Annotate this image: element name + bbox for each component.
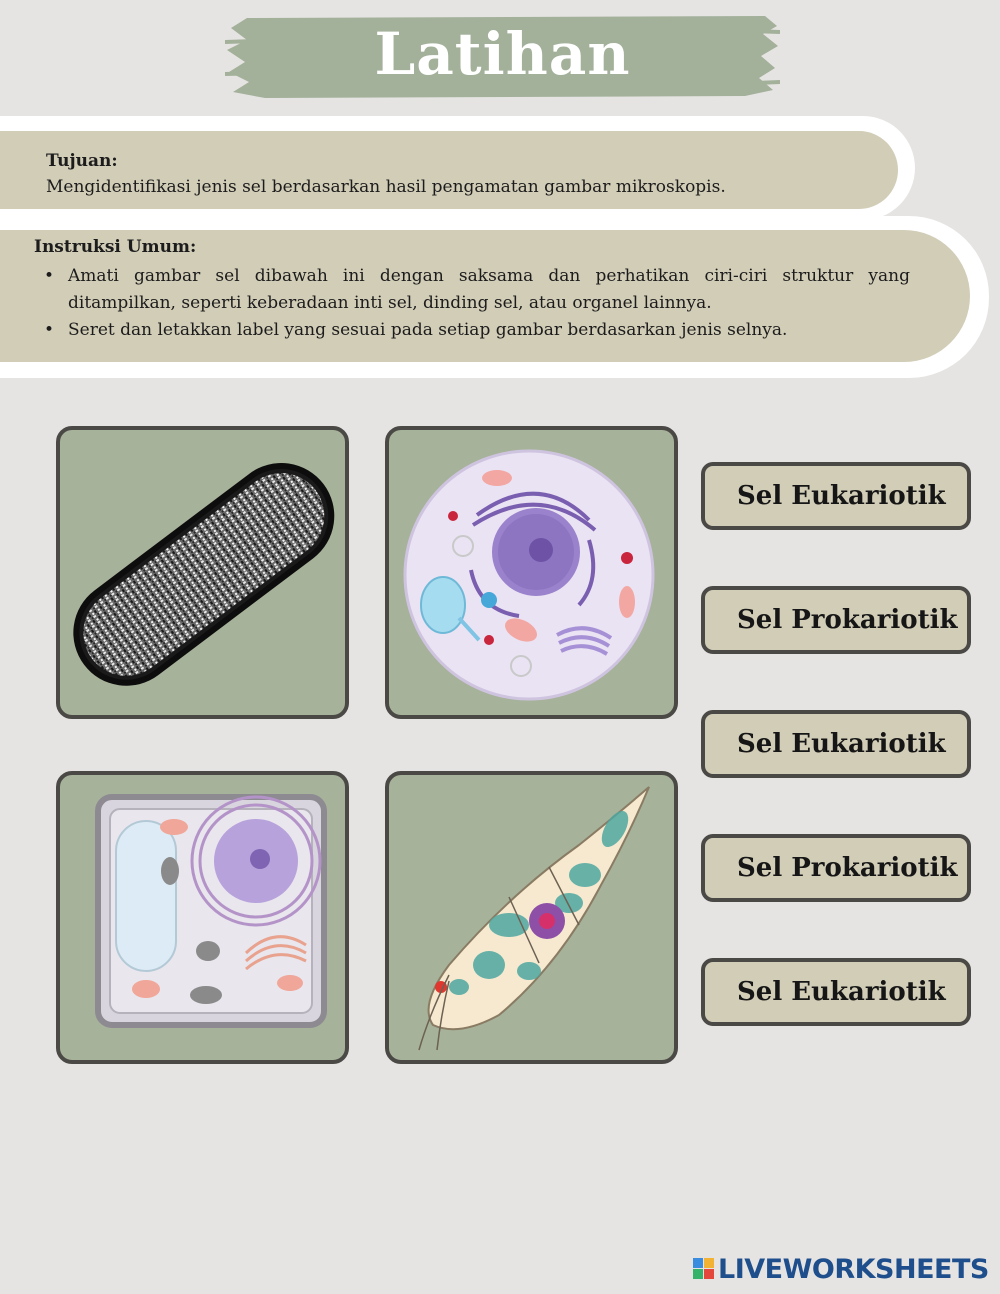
drop-zone-animal-cell[interactable] (385, 426, 678, 719)
drop-zone-plant-cell[interactable] (56, 771, 349, 1064)
tujuan-text: Mengidentifikasi jenis sel berdasarkan hasil pengamatan gambar mikroskopis. (46, 177, 726, 197)
animal-cell-icon (389, 430, 674, 715)
label-chip-sel-eukariotik[interactable]: Sel Eukariotik (701, 958, 971, 1026)
instruksi-item: • Seret dan letakkan label yang sesuai pada setiap gambar berdasarkan jenis selnya. (34, 317, 910, 344)
label-chip-sel-eukariotik[interactable]: Sel Eukariotik (701, 462, 971, 530)
bacteria-micrograph-icon (60, 430, 345, 715)
tujuan-heading: Tujuan: (46, 151, 118, 171)
liveworksheets-logo-icon (693, 1258, 715, 1280)
title-banner (225, 12, 780, 100)
label-chip-sel-prokariotik[interactable]: Sel Prokariotik (701, 586, 971, 654)
tujuan-panel (0, 131, 898, 209)
instruksi-item: • Amati gambar sel dibawah ini dengan saksama dan perhatikan ciri-ciri struktur yang ditampilkan, seperti keberadaan inti sel, dinding sel, atau organel lainnya. (34, 263, 910, 317)
drop-zone-bacteria[interactable] (56, 426, 349, 719)
page-title: Latihan (374, 20, 631, 88)
instruksi-heading: Instruksi Umum: (34, 237, 197, 257)
label-chip-sel-eukariotik[interactable]: Sel Eukariotik (701, 710, 971, 778)
euglena-cell-icon (389, 775, 674, 1060)
label-chip-sel-prokariotik[interactable]: Sel Prokariotik (701, 834, 971, 902)
instruksi-list (34, 263, 910, 344)
drop-zone-euglena[interactable] (385, 771, 678, 1064)
liveworksheets-logo-text: LIVEWORKSHEETS (718, 1254, 989, 1285)
plant-cell-icon (60, 775, 345, 1060)
